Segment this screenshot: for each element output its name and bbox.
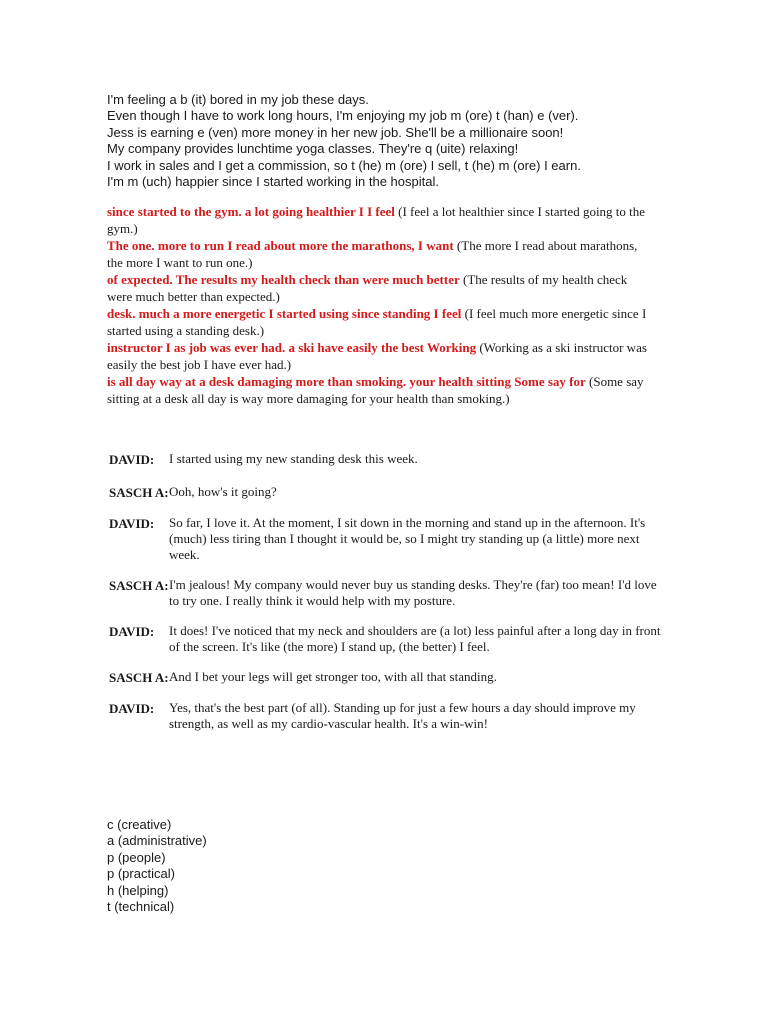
reorder-item — [107, 305, 647, 339]
sentence: I work in sales and I get a commission, so t (he) m (ore) I sell, t (he) m (ore) I earn. — [107, 157, 581, 173]
dialogue-turn — [109, 669, 669, 686]
speech-text: I'm jealous! My company would never buy us standing desks. They're (far) too mean! I'd love to try one. I really think it would help with my posture. — [169, 577, 657, 608]
dialogue-table — [109, 451, 669, 732]
speech-text: Yes, that's the best part (of all). Standing up for just a few hours a day should improve my strength, as well as my cardio-vascular health. It's a win-win! — [169, 700, 636, 731]
reorder-item — [107, 339, 647, 373]
answer-sentence: (Some say sitting at a desk all day is way more damaging for your health than smoking.) — [107, 374, 644, 406]
sentence: I'm m (uch) happier since I started working in the hospital. — [107, 174, 439, 190]
scrambled-sentence: of expected. The results my health check than were much better — [107, 272, 460, 287]
answer-sentence: (I feel much more energetic since I started using a standing desk.) — [107, 306, 647, 338]
answer-sentence: (Working as a ski instructor was easily the best job I have ever had.) — [107, 340, 647, 372]
list-item: a (administrative) — [107, 833, 207, 849]
sentence: My company provides lunchtime yoga classes. They're q (uite) relaxing! — [107, 141, 519, 157]
dialogue-turn — [109, 623, 669, 655]
speech-text: So far, I love it. At the moment, I sit down in the morning and stand up in the afternoon. It's (much) less tiring than I thought it would be, so I might try standing up (a little) more next week. — [169, 515, 646, 562]
speech-text: And I bet your legs will get stronger too, with all that standing. — [169, 669, 497, 684]
sentence: Even though I have to work long hours, I'm enjoying my job m (ore) t (han) e (ver). — [107, 108, 579, 124]
answer-sentence: (The results of my health check were much better than expected.) — [107, 272, 628, 304]
scrambled-sentence: desk. much a more energetic I started using since standing I feel — [107, 306, 462, 321]
speaker-label: SASCH A: — [109, 485, 169, 500]
answer-sentence: (The more I read about marathons, the more I want to run one.) — [107, 238, 638, 270]
speech-text: Ooh, how's it going? — [169, 484, 277, 499]
speaker-label: DAVID: — [109, 452, 155, 467]
speaker-label: DAVID: — [109, 701, 155, 716]
speaker-label: SASCH A: — [109, 578, 169, 593]
scrambled-sentence: since started to the gym. a lot going healthier I I feel — [107, 204, 395, 219]
dialogue-turn — [109, 484, 669, 501]
list-item: t (technical) — [107, 899, 175, 915]
dialogue-turn — [109, 451, 669, 468]
list-item: c (creative) — [107, 817, 172, 832]
scrambled-sentence: instructor I as job was ever had. a ski have easily the best Working — [107, 340, 477, 355]
sentence: I'm feeling a b (it) bored in my job these days. — [107, 92, 369, 107]
reorder-item — [107, 373, 647, 407]
speaker-label: DAVID: — [109, 624, 155, 639]
scrambled-sentence: The one. more to run I read about more the marathons, I want — [107, 238, 454, 253]
reorder-exercise — [107, 203, 647, 407]
speech-text: It does! I've noticed that my neck and shoulders are (a lot) less painful after a long day in front of the screen. It's like (the more) I stand up, (the better) I feel. — [169, 623, 661, 654]
speaker-label: DAVID: — [109, 516, 155, 531]
reorder-item — [107, 271, 647, 305]
sentence: Jess is earning e (ven) more money in her new job. She'll be a millionaire soon! — [107, 124, 564, 140]
answer-sentence: (I feel a lot healthier since I started going to the gym.) — [107, 204, 646, 236]
reorder-item — [107, 237, 647, 271]
list-item: h (helping) — [107, 882, 169, 898]
speaker-label: SASCH A: — [109, 670, 169, 685]
job-category-list — [107, 817, 407, 915]
dialogue-turn — [109, 515, 669, 563]
gap-fill-sentences — [107, 92, 667, 190]
dialogue-turn — [109, 700, 669, 732]
speech-text: I started using my new standing desk this week. — [169, 451, 418, 466]
reorder-item — [107, 203, 647, 237]
list-item: p (practical) — [107, 866, 175, 882]
scrambled-sentence: is all day way at a desk damaging more than smoking. your health sitting Some say for — [107, 374, 586, 389]
list-item: p (people) — [107, 849, 166, 865]
dialogue-turn — [109, 577, 669, 609]
